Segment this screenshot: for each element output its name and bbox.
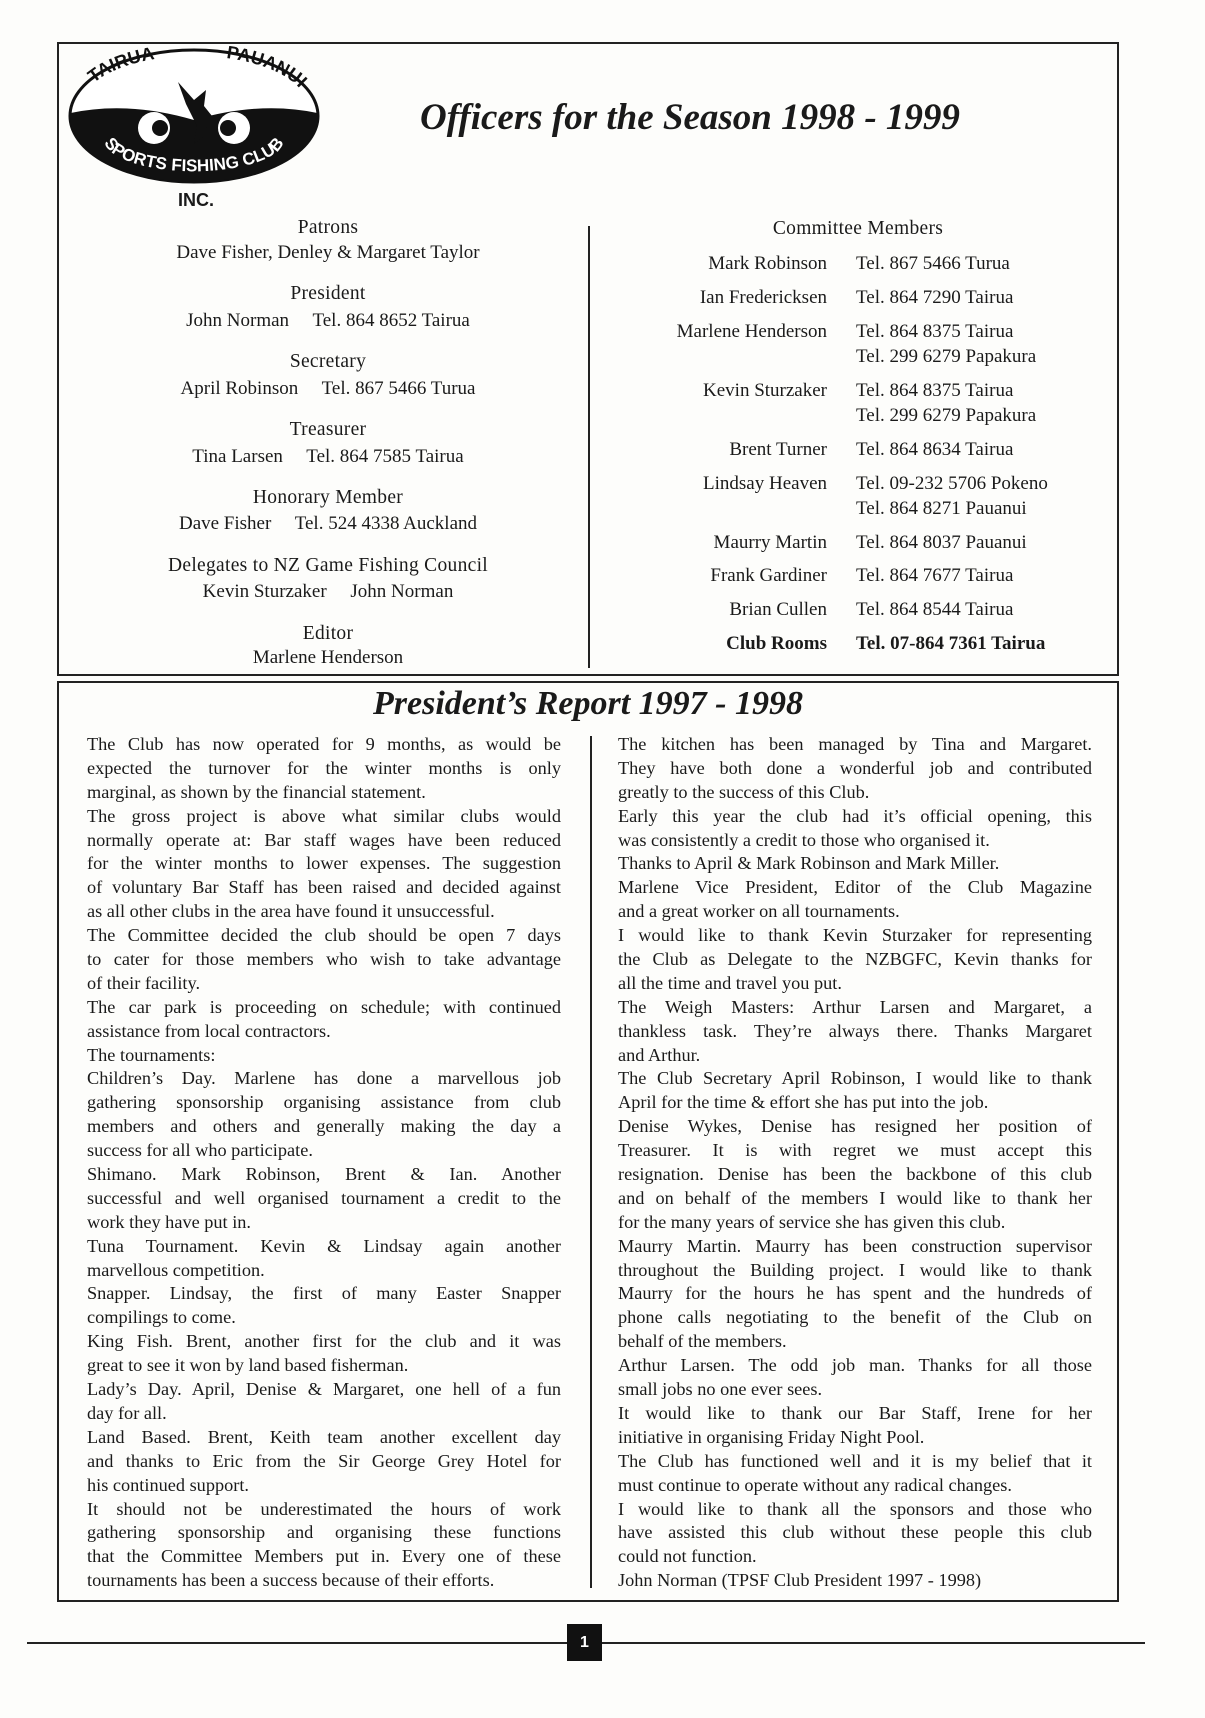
committee-member-tel: Tel. 07-864 7361 Tairua [856,633,1046,654]
report-line: day for all. [87,1402,167,1423]
report-line: members and others and generally making the day a [87,1116,561,1137]
committee-member-tel: Tel. 864 8634 Tairua [856,439,1014,460]
report-line: thankless task. They’re always there. Thanks Margaret [618,1020,1092,1041]
committee-member-name: Mark Robinson [708,253,827,274]
report-line: The Committee decided the club should be open 7 days [87,925,561,946]
committee-member-tel: Tel. 864 8375 Tairua [856,380,1014,401]
officer-entry: Marlene Henderson [252,647,404,668]
report-line: success for all who participate. [87,1140,313,1161]
report-line: small jobs no one ever sees. [618,1379,823,1400]
committee-member-tel: Tel. 299 6279 Papakura [856,346,1037,367]
officers-title: Officers for the Season 1998 - 1999 [420,97,960,138]
report-line: Denise Wykes, Denise has resigned her position of [618,1116,1092,1137]
report-line: the Club as Delegate to the NZBGFC, Kevin thanks for [618,949,1092,970]
officer-entry: Kevin Sturzaker John Norman [202,581,454,602]
report-line: expected the turnover for the winter months is only [87,757,561,778]
report-line: normally operate at: Bar staff wages have been reduced [87,829,561,850]
report-line: work they have put in. [87,1211,251,1232]
report-line: his continued support. [87,1474,249,1495]
report-line: The Weigh Masters: Arthur Larsen and Margaret, a [618,996,1092,1017]
report-divider [590,736,592,1588]
report-line: The Club has functioned well and it is my belief that it [618,1450,1092,1471]
report-line: for the many years of service she has given this club. [618,1211,1006,1232]
report-line: and on behalf of the members I would like to thank her [618,1187,1092,1208]
report-line: Lady’s Day. April, Denise & Margaret, one hell of a fun [87,1379,561,1400]
report-line: of their facility. [87,972,201,993]
report-line: Thanks to April & Mark Robinson and Mark Miller. [618,853,1000,874]
committee-member-tel: Tel. 864 8271 Pauanui [856,498,1027,519]
report-line: and thanks to Eric from the Sir George Grey Hotel for [87,1450,561,1471]
report-line: It should not be underestimated the hours of work [87,1498,561,1519]
report-line: behalf of the members. [618,1331,787,1352]
report-line: assistance from local contractors. [87,1020,331,1041]
report-line: compilings to come. [87,1307,236,1328]
report-line: Maurry for the hours he has spent and the hundreds of [618,1283,1092,1304]
logo-top-text-left: TAIRUA [84,46,156,87]
report-line: The Club Secretary April Robinson, I would like to thank [618,1068,1092,1089]
logo-bottom-text: SPORTS FISHING CLUB [100,133,288,176]
report-line: Marlene Vice President, Editor of the Club Magazine [618,877,1092,898]
report-line: was consistently a credit to those who organised it. [618,829,990,850]
report-line: Early this year the club had it’s official opening, this [618,805,1092,826]
report-line: initiative in organising Friday Night Pool. [618,1426,925,1447]
report-line: gathering sponsorship and organising these functions [87,1522,561,1543]
officer-entry: Dave Fisher Tel. 524 4338 Auckland [178,513,478,534]
report-line: throughout the Building project. I would like to thank [618,1259,1092,1280]
report-line: I would like to thank Kevin Sturzaker for representing [618,925,1092,946]
committee-member-tel: Tel. 867 5466 Turua [856,253,1010,274]
report-line: tournaments has been a success because of their efforts. [87,1570,495,1591]
report-line: as all other clubs in the area have found it unsuccessful. [87,901,495,922]
report-line: resignation. Denise has been the backbone of this club [618,1164,1092,1185]
officer-heading: Honorary Member [252,487,404,508]
committee-member-name: Brian Cullen [729,599,827,620]
club-logo [66,46,322,186]
officer-heading: Delegates to NZ Game Fishing Council [167,555,489,576]
report-line: Land Based. Brent, Keith team another excellent day [87,1426,561,1447]
report-line: Arthur Larsen. The odd job man. Thanks for all those [618,1355,1092,1376]
report-line: marvellous competition. [87,1259,265,1280]
page-number-box [567,1624,602,1661]
officer-heading: Secretary [289,351,367,372]
report-line: They have both done a wonderful job and contributed [618,757,1092,778]
report-line: to cater for those members who wish to take advantage [87,949,561,970]
officer-entry: John Norman Tel. 864 8652 Tairua [186,310,470,331]
committee-member-name: Frank Gardiner [710,565,827,586]
report-line: successful and well organised tournament a credit to the [87,1187,561,1208]
committee-member-tel: Tel. 864 7290 Tairua [856,287,1014,308]
committee-member-name: Maurry Martin [713,532,827,553]
report-line: all the time and travel you put. [618,972,842,993]
report-line: and Arthur. [618,1044,701,1065]
committee-member-name: Brent Turner [729,439,827,460]
report-line: April for the time & effort she has put into the job. [618,1092,989,1113]
officer-heading: President [290,283,366,304]
committee-member-tel: Tel. 864 8375 Tairua [856,321,1014,342]
report-line: John Norman (TPSF Club President 1997 - 1998) [618,1570,982,1591]
committee-member-name: Lindsay Heaven [703,473,827,494]
committee-member-tel: Tel. 864 8037 Pauanui [856,532,1027,553]
report-line: Shimano. Mark Robinson, Brent & Ian. Another [87,1164,561,1185]
report-line: Treasurer. It is with regret we must accept this [618,1140,1092,1161]
report-line: It would like to thank our Bar Staff, Irene for her [618,1402,1092,1423]
report-line: could not function. [618,1546,757,1567]
report-line: must continue to operate without any radical changes. [618,1474,1012,1495]
committee-member-tel: Tel. 09-232 5706 Pokeno [856,473,1048,494]
report-line: of voluntary Bar Staff has been raised and decided against [87,877,561,898]
report-line: great to see it won by land based fisherman. [87,1355,409,1376]
committee-member-tel: Tel. 864 7677 Tairua [856,565,1014,586]
officer-entry: April Robinson Tel. 867 5466 Turua [180,378,476,399]
officer-entry: Dave Fisher, Denley & Margaret Taylor [176,242,480,263]
report-line: phone calls negotiating to the benefit of the Club on [618,1307,1092,1328]
report-line: that the Committee Members put in. Every one of these [87,1546,561,1567]
report-line: marginal, as shown by the financial statement. [87,781,426,802]
report-line: and a great worker on all tournaments. [618,901,900,922]
committee-member-name: Ian Fredericksen [699,287,827,308]
report-line: Maurry Martin. Maurry has been construction supervisor [618,1235,1092,1256]
committee-member-name: Marlene Henderson [676,321,827,342]
report-line: I would like to thank all the sponsors and those who [618,1498,1092,1519]
report-line: The Club has now operated for 9 months, as would be [87,734,561,754]
officer-entry: Tina Larsen Tel. 864 7585 Tairua [192,446,464,467]
report-line: The kitchen has been managed by Tina and Margaret. [618,734,1092,754]
report-line: The car park is proceeding on schedule; with continued [87,996,561,1017]
report-line: for the winter months to lower expenses. The suggestion [87,853,561,874]
committee-member-tel: Tel. 864 8544 Tairua [856,599,1014,620]
report-column-left [87,733,561,1593]
report-line: King Fish. Brent, another first for the club and it was [87,1331,561,1352]
logo-top-text-right: PAUANUI [225,46,312,92]
officer-heading: Patrons [297,217,359,238]
officer-heading: Editor [302,623,354,644]
officer-heading: Treasurer [289,419,367,440]
page-number: 1 [580,1634,589,1651]
logo-inc: INC. [178,190,214,210]
report-line: The gross project is above what similar clubs would [87,805,561,826]
report-line: Snapper. Lindsay, the first of many Easter Snapper [87,1283,561,1304]
report-line: Tuna Tournament. Kevin & Lindsay again another [87,1235,561,1256]
committee-member-tel: Tel. 299 6279 Papakura [856,405,1037,426]
committee-member-name: Kevin Sturzaker [703,380,827,401]
report-line: gathering sponsorship organising assistance from club [87,1092,561,1113]
committee-member-name: Club Rooms [726,633,827,654]
report-line: Children’s Day. Marlene has done a marvellous job [87,1068,561,1089]
report-line: have assisted this club without these people this club [618,1522,1092,1543]
report-line: The tournaments: [87,1044,216,1065]
report-column-right [618,733,1092,1593]
report-line: greatly to the success of this Club. [618,781,870,802]
report-title: President’s Report 1997 - 1998 [372,685,804,722]
committee-heading: Committee Members [772,218,944,239]
